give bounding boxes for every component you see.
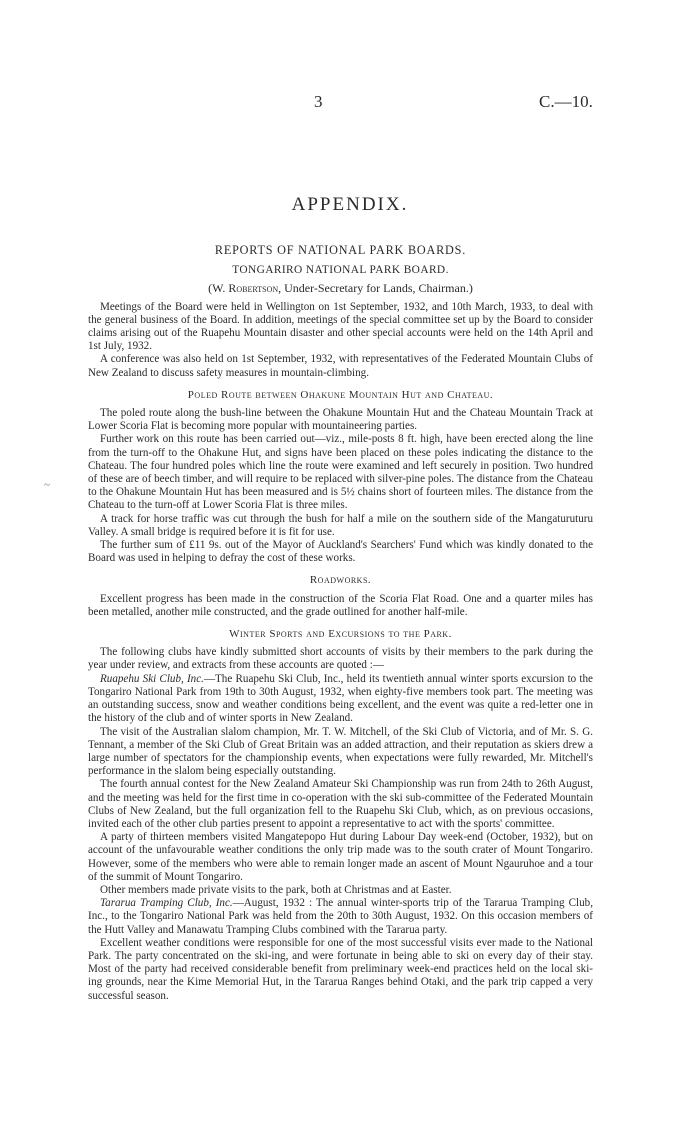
winter-sports-paragraph: Excellent weather conditions were responsible for one of the most successful visits ever made to the National Park. The party concentrated on the ski-ing, and were fortunate in being able to ski on every day of their stay. Most of the party had received considerable benefit from preliminary week-end practices held on the local ski-ing grounds, near the Kime Memorial Hut, in the Tararua Ranges behind Otaki, and the park trip capped a very successful season. [88, 936, 593, 1002]
tararua-club-name: Tararua Tramping Club, Inc. [100, 897, 233, 910]
section-heading-winter-sports: Winter Sports and Excursions to the Park. [229, 628, 452, 641]
chairman-name: Robertson [228, 281, 279, 296]
page-body [88, 244, 593, 1003]
document-code: C.—10. [539, 92, 593, 111]
chairman-rest: , Under-Secretary for Lands, Chairman.) [278, 281, 473, 296]
winter-sports-paragraph: Other members made private visits to the park, both at Christmas and at Easter. [100, 883, 452, 896]
margin-mark: ~ [44, 479, 50, 491]
roadworks-paragraph: Excellent progress has been made in the construction of the Scoria Flat Road. One and a quarter miles has been metalled, another mile constructed, and the grade outlined for another half-mile. [88, 592, 593, 618]
chairman-line [88, 282, 593, 295]
winter-sports-paragraph: The fourth annual contest for the New Zealand Amateur Ski Championship was run from 24th to 26th August, and the meeting was held for the first time in co-operation with the ski sub-committee of the Federated Mountain Clubs of New Zealand, but the full organization fell to the Ruapehu Ski Club, which, as on previous occasions, invited each of the other club parties present to appoint a representative to act with the sports' committee. [88, 778, 593, 830]
intro-paragraph: A conference was also held on 1st September, 1932, with representatives of the Federated Mountain Clubs of New Zealand to discuss safety measures in mountain-climbing. [88, 353, 593, 379]
poled-route-paragraph: Further work on this route has been carried out—viz., mile-posts 8 ft. high, have been erected along the line from the turn-off to the Ohakune Hut, and signs have been placed on these poles indicating the distance to the Chateau. The four hundred poles which line the route were examined and left securely in position. Two hundred of these are of beech timber, and will require to be replaced with silver-pine poles. The distance from the Chateau to the Ohakune Mountain Hut has been measured and is 5½ chains short of fourteen miles. The distance from the Chateau to the turn-off at Lower Scoria Flat is three miles. [88, 433, 593, 512]
ruapehu-club-text: —The Ruapehu Ski Club, Inc., held its twentieth annual winter sports excursion to the Tongariro National Park from 19th to 30th August, 1932, when eighty-five members took part. The meeting was an outstanding success, snow and weather conditions being excellent, and the event was quite a red-letter one in the history of the club and of winter sports in New Zealand. [88, 672, 593, 725]
main-heading: REPORTS OF NATIONAL PARK BOARDS. [214, 243, 467, 257]
poled-route-paragraph: The further sum of £11 9s. out of the Mayor of Auckland's Searchers' Fund which was kindly donated to the Board was used in helping to defray the cost of these works. [88, 539, 593, 565]
poled-route-paragraph: The poled route along the bush-line between the Ohakune Mountain Hut and the Chateau Mountain Track at Lower Scoria Flat is becoming more popular with mountaineering parties. [88, 407, 593, 433]
poled-route-paragraph: A track for horse traffic was cut through the bush for half a mile on the southern side of the Mangaturuturu Valley. A small bridge is required before it is fit for use. [88, 512, 593, 538]
tararua-club-text: —August, 1932 : The annual winter-sports trip of the Tararua Tramping Club, Inc., to the Tongariro National Park was held from the 20th to 30th August, 1932. On this occasion members of the Hutt Valley and Manawatu Tramping Clubs combined with the Tararua party. [88, 897, 593, 936]
intro-paragraph: Meetings of the Board were held in Wellington on 1st September, 1932, and 10th March, 1933, to deal with the general business of the Board. In addition, meetings of the special committee set up by the Board to consider claims arising out of the Ruapehu Mountain disaster and other special accounts were held on the 14th April and 1st July, 1932. [88, 300, 593, 353]
ruapehu-club-name: Ruapehu Ski Club, Inc. [100, 672, 204, 685]
appendix-title: APPENDIX. [291, 194, 409, 215]
winter-sports-paragraph: The following clubs have kindly submitted short accounts of visits by their members to the park during the year under review, and extracts from these accounts are quoted :— [88, 646, 593, 672]
section-heading-roadworks: Roadworks. [309, 574, 372, 587]
winter-sports-paragraph: A party of thirteen members visited Mangatepopo Hut during Labour Day week-end (October, 1932), but on account of the unfavourable weather conditions the only trip made was to the south crater of Mount Tongariro. However, some of the members who were able to remain longer made an ascent of Mount Ngauruhoe and a tour of the summit of Mount Tongariro. [88, 831, 593, 883]
page-number: 3 [314, 92, 323, 111]
board-heading: TONGARIRO NATIONAL PARK BOARD. [232, 264, 449, 277]
chairman-open: (W. [208, 281, 229, 296]
winter-sports-paragraph: The visit of the Australian slalom champion, Mr. T. W. Mitchell, of the Ski Club of Victoria, and of Mr. S. G. Tennant, a member of the Ski Club of Great Britain was an added attraction, and their reputation as skiers drew a large number of spectators for the championship events, when expectations were fully rewarded, Mr. Mitchell's performance in the slalom being especially outstanding. [88, 725, 593, 778]
section-heading-poled-route: Poled Route between Ohakune Mountain Hut and Chateau. [187, 388, 494, 401]
ruapehu-club-paragraph [88, 673, 593, 726]
tararua-club-paragraph [88, 897, 593, 937]
